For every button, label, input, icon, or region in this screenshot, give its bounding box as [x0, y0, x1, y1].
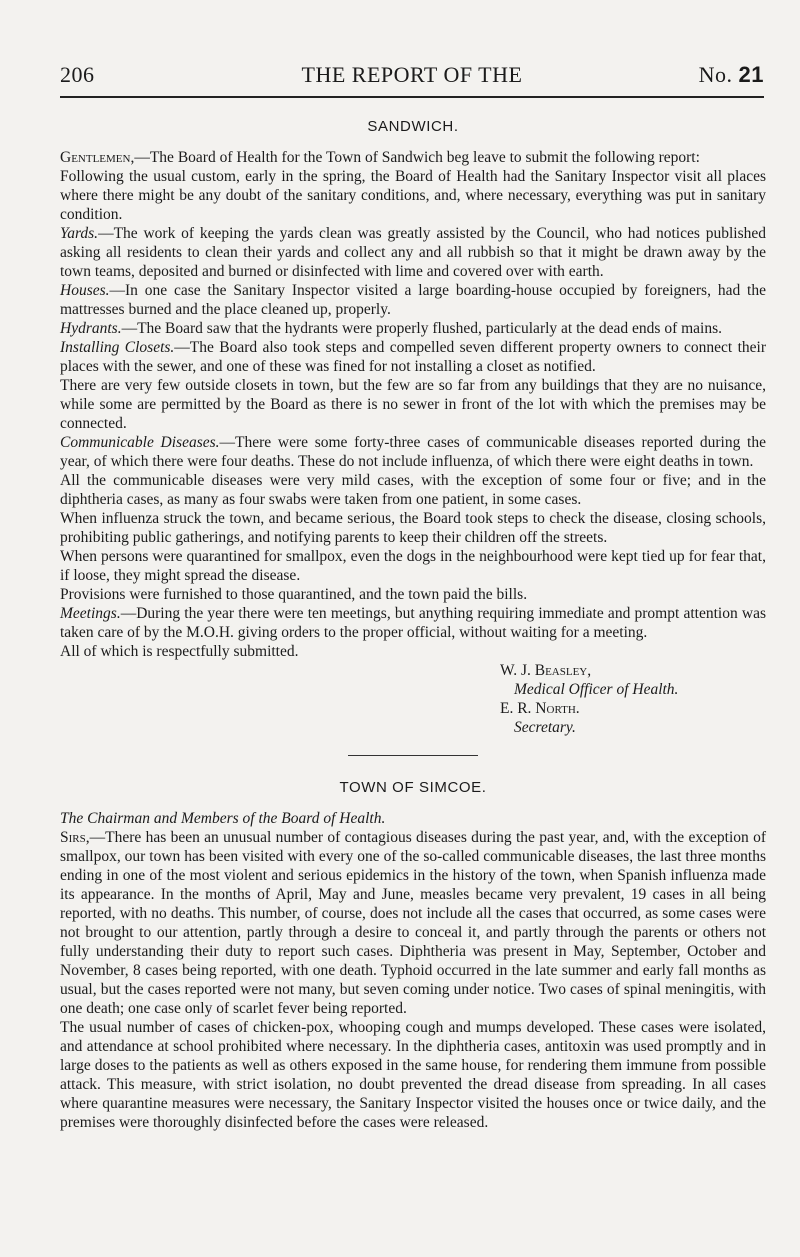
signatory-name-2: E. R. North. — [500, 700, 580, 717]
paragraph-outside-closets: There are very few outside closets in town, but the few are so far from any buildings that they are no nuisance, while some are permitted by the Board as there is no sewer in front of the lot with which the premises may be connected. — [60, 377, 766, 432]
running-header — [60, 62, 764, 90]
section-title-simcoe: TOWN OF SIMCOE. — [339, 779, 487, 796]
signatory-role-2: Secretary. — [514, 719, 576, 736]
paragraph-smallpox: When persons were quarantined for smallpox, even the dogs in the neighbourhood were kept tied up for fear that, if loose, they might spread the disease. — [60, 548, 766, 584]
heading-hydrants: Hydrants. — [60, 320, 122, 337]
page-number: 206 — [60, 62, 95, 87]
paragraph-submitted: All of which is respectfully submitted. — [60, 643, 299, 660]
paragraph-houses: Houses.—In one case the Sanitary Inspector visited a large boarding-house occupied by foreigners, had the mattresses burned and the place cleaned up, properly. — [60, 282, 766, 318]
number-prefix: No. — [698, 62, 733, 87]
header-title: THE REPORT OF THE — [301, 62, 523, 87]
paragraph-intro: Gentlemen,—The Board of Health for the Town of Sandwich beg leave to submit the following report: — [60, 149, 700, 166]
header-rule — [60, 96, 764, 98]
paragraph-hydrants: Hydrants.—The Board saw that the hydrants were properly flushed, particularly at the dead ends of mains. — [60, 320, 723, 337]
number-value: 21 — [738, 62, 764, 87]
heading-communicable: Communicable Diseases. — [60, 434, 220, 451]
address-line: The Chairman and Members of the Board of Health. — [60, 810, 386, 827]
paragraph-closets: Installing Closets.—The Board also took steps and compelled seven different property owners to connect their places with the sewer, and one of these was fined for not installing a closet as notified. — [60, 339, 766, 375]
paragraph-simcoe-1: Sirs,—There has been an unusual number of contagious diseases during the past year, and, with the exception of smallpox, our town has been visited with every one of the so-called communicable diseases, the last three months ending in one of the most violent and serious epidemics in the history of the town, when Spanish influenza made its appearance. In the months of April, May and June, measles became very prevalent, 19 cases in all being reported, with no deaths. This number, of course, does not include all the cases that occurred, as some cases were not brought to our attention, partly through a desire to conceal it, and partly through the parents or others not fully understanding their duty to report such cases. Diphtheria was present in May, September, October and November, 8 cases being reported, with one death. Typhoid occurred in the late summer and early fall months as usual, but the cases reported were not many, but seven coming under notice. Two cases of spinal meningitis, with one death; one case only of scarlet fever being reported. — [60, 829, 766, 1017]
paragraph-mild-cases: All the communicable diseases were very mild cases, with the exception of some four or five; and in the diphtheria cases, as many as four swabs were taken from one patient, in some cases. — [60, 472, 766, 508]
signature-block — [500, 661, 766, 737]
section-title-sandwich: SANDWICH. — [367, 118, 459, 135]
salutation: Gentlemen, — [60, 149, 135, 166]
section-divider — [348, 755, 478, 756]
paragraph-yards: Yards.—The work of keeping the yards clean was greatly assisted by the Council, who had notices published asking all residents to clean their yards and collect any and all rubbish so that it might be drawn away by the town teams, deposited and burned or disinfected with lime and covered over with earth. — [60, 225, 766, 280]
paragraph-communicable: Communicable Diseases.—There were some forty-three cases of communicable diseases reported during the year, of which there were four deaths. These do not include influenza, of which there were eight deaths in town. — [60, 434, 766, 470]
salutation-sirs: Sirs, — [60, 829, 90, 846]
heading-houses: Houses. — [60, 282, 110, 299]
paragraph-influenza: When influenza struck the town, and became serious, the Board took steps to check the disease, closing schools, prohibiting public gatherings, and notifying parents to keep their children off the streets. — [60, 510, 766, 546]
report-body — [60, 110, 766, 1132]
paragraph-simcoe-2: The usual number of cases of chicken-pox, whooping cough and mumps developed. These cases were isolated, and attendance at school prohibited where necessary. In the diphtheria cases, antitoxin was used promptly and in large doses to the patients as well as others exposed in the same house, for rendering them immune from possible attack. This measure, with strict isolation, no doubt prevented the dread disease from spreading. In all cases where quarantine measures were necessary, the Sanitary Inspector visited the houses once or twice daily, and the premises were thoroughly disinfected before the cases were released. — [60, 1019, 766, 1131]
heading-yards: Yards. — [60, 225, 99, 242]
paragraph-following: Following the usual custom, early in the spring, the Board of Health had the Sanitary Inspector visit all places where there might be any doubt of the sanitary conditions, and, where necessary, everything was put in sanitary condition. — [60, 168, 766, 223]
paragraph-provisions: Provisions were furnished to those quarantined, and the town paid the bills. — [60, 586, 528, 603]
signatory-name-1: W. J. Beasley, — [500, 662, 592, 679]
signatory-role-1: Medical Officer of Health. — [514, 681, 679, 698]
heading-closets: Installing Closets. — [60, 339, 175, 356]
report-number — [699, 62, 764, 88]
paragraph-meetings: Meetings.—During the year there were ten meetings, but anything requiring immediate and prompt attention was taken care of by the M.O.H. giving orders to the proper official, without waiting for a meeting. — [60, 605, 766, 641]
heading-meetings: Meetings. — [60, 605, 121, 622]
